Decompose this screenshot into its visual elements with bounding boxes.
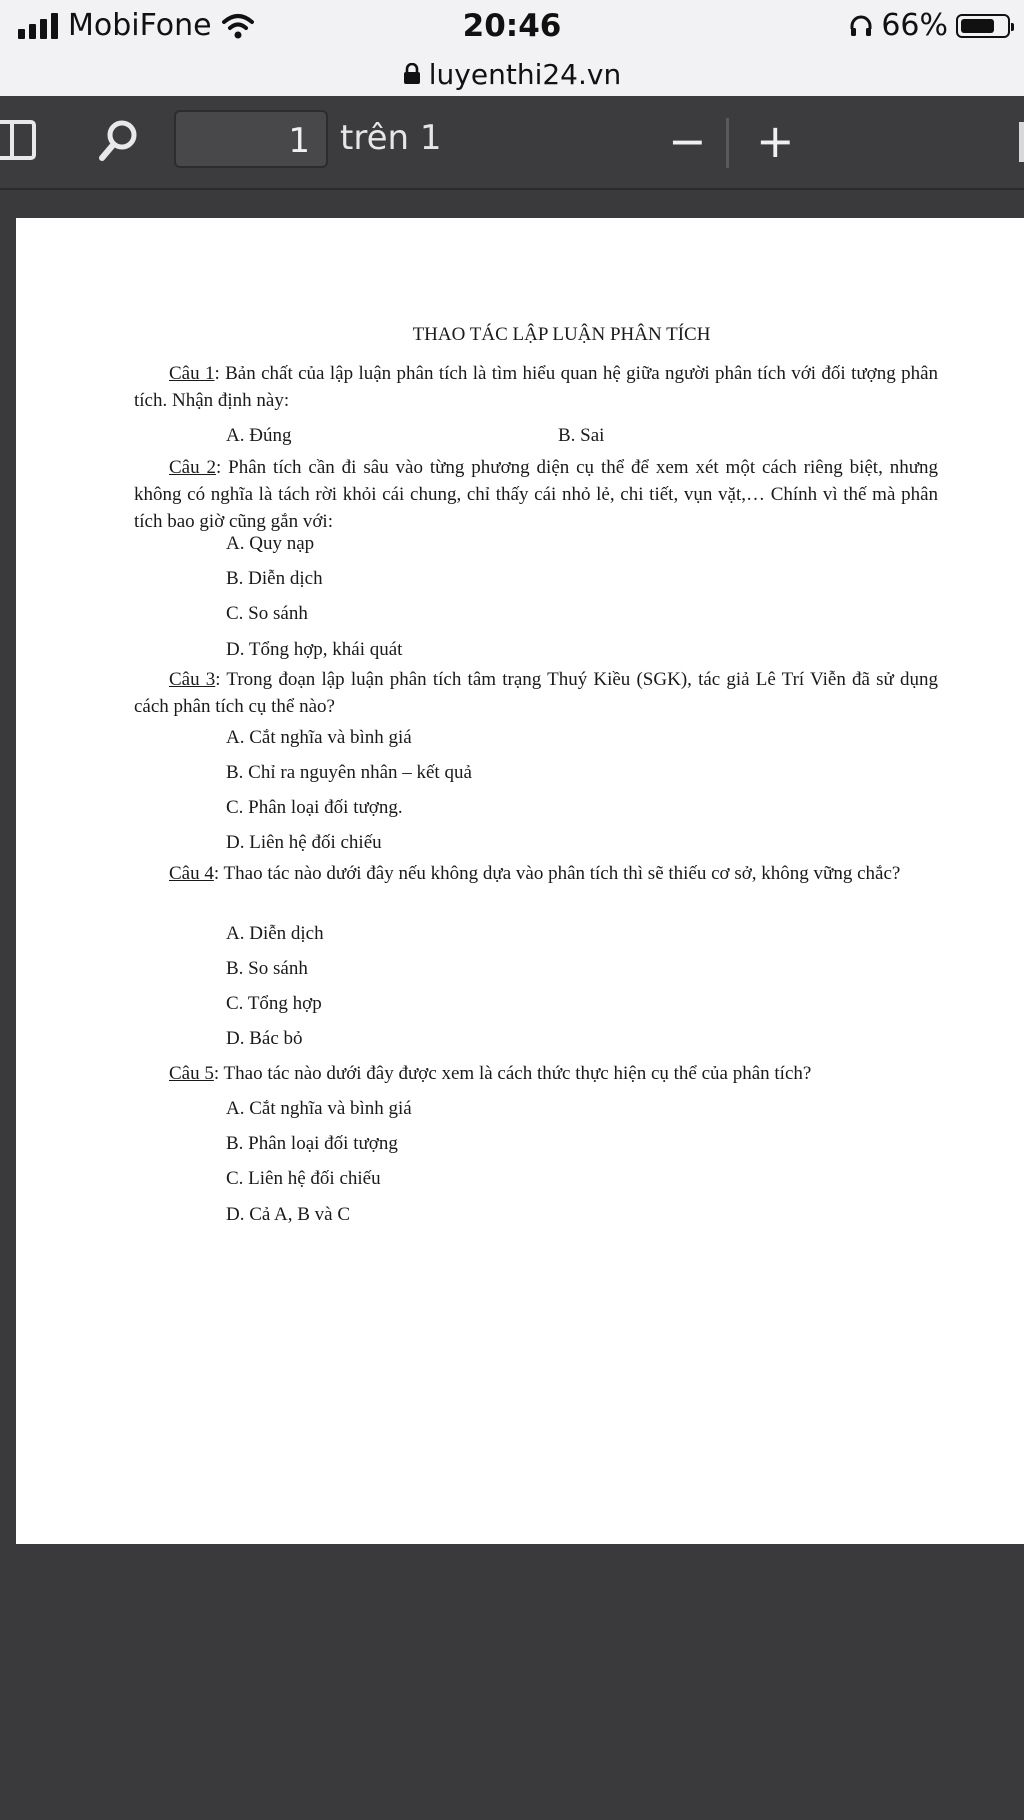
page-number-input[interactable]: 1 <box>174 110 328 168</box>
question-number: Câu 5 <box>169 1063 214 1084</box>
document-title: THAO TÁC LẬP LUẬN PHÂN TÍCH <box>412 324 711 345</box>
option-1b: B. Sai <box>558 425 605 446</box>
zoom-divider <box>726 118 729 168</box>
pdf-toolbar <box>0 96 1024 190</box>
clock: 20:46 <box>462 8 562 44</box>
question-5 <box>134 1060 938 1087</box>
option-1a: A. Đúng <box>226 425 292 446</box>
page-count-label: trên 1 <box>340 118 442 158</box>
headphones-icon <box>849 14 873 38</box>
question-text: : Thao tác nào dưới đây nếu không dựa vào phân tích thì sẽ thiếu cơ sở, không vững chắc? <box>213 863 901 884</box>
battery-percent: 66% <box>881 8 948 43</box>
battery-icon <box>956 14 1010 38</box>
option-4c: C. Tổng hợp <box>226 993 322 1014</box>
option-2b: B. Diễn dịch <box>226 568 323 589</box>
option-3b: B. Chỉ ra nguyên nhân – kết quả <box>226 762 472 783</box>
option-3c: C. Phân loại đối tượng. <box>226 797 403 818</box>
option-3d: D. Liên hệ đối chiếu <box>226 832 382 853</box>
question-text: : Phân tích cần đi sâu vào từng phương diện cụ thể để xem xét một cách riêng biệt, nhưng không có nghĩa là tách rời khỏi cái chung, chỉ thấy cái nhỏ lẻ, chi tiết, vụn vặt,… Chính vì thế mà phân tích bao giờ cũng gắn với: <box>134 457 939 532</box>
lock-icon <box>403 63 421 85</box>
status-right <box>849 8 1010 43</box>
question-text: : Bản chất của lập luận phân tích là tìm hiểu quan hệ giữa người phân tích với đối tượng phân tích. Nhận định này: <box>134 363 938 411</box>
question-2 <box>134 454 938 535</box>
option-4a: A. Diễn dịch <box>226 923 324 944</box>
option-4b: B. So sánh <box>226 958 308 979</box>
question-number: Câu 3 <box>169 669 216 690</box>
zoom-out-button[interactable]: − <box>668 114 707 168</box>
question-4 <box>134 860 938 887</box>
url-bar[interactable] <box>0 52 1024 96</box>
question-text: : Thao tác nào dưới đây được xem là cách thức thực hiện cụ thể của phân tích? <box>213 1063 812 1084</box>
option-4d: D. Bác bỏ <box>226 1028 303 1049</box>
option-2d: D. Tổng hợp, khái quát <box>226 639 403 660</box>
question-number: Câu 4 <box>169 863 214 884</box>
question-3 <box>134 666 938 720</box>
toolbar-more-icon[interactable] <box>1019 122 1024 162</box>
sidebar-toggle-icon[interactable] <box>0 118 36 162</box>
option-5d: D. Cả A, B và C <box>226 1204 351 1225</box>
pdf-page <box>16 218 1024 1544</box>
pdf-viewer[interactable] <box>0 190 1024 1820</box>
search-icon[interactable] <box>96 118 140 164</box>
zoom-in-button[interactable]: + <box>756 114 795 168</box>
status-bar <box>0 0 1024 52</box>
option-5b: B. Phân loại đối tượng <box>226 1133 398 1154</box>
option-5a: A. Cắt nghĩa và bình giá <box>226 1098 412 1119</box>
option-3a: A. Cắt nghĩa và bình giá <box>226 727 412 748</box>
option-2c: C. So sánh <box>226 603 308 624</box>
question-text: : Trong đoạn lập luận phân tích tâm trạng Thuý Kiều (SGK), tác giả Lê Trí Viễn đã sử dụng cách phân tích cụ thể nào? <box>134 669 939 717</box>
question-number: Câu 1 <box>169 363 215 384</box>
question-1 <box>134 360 938 414</box>
option-5c: C. Liên hệ đối chiếu <box>226 1168 381 1189</box>
carrier-name: MobiFone <box>68 8 212 43</box>
question-number: Câu 2 <box>169 457 216 478</box>
option-2a: A. Quy nạp <box>226 533 315 554</box>
url-text: luyenthi24.vn <box>428 57 622 91</box>
